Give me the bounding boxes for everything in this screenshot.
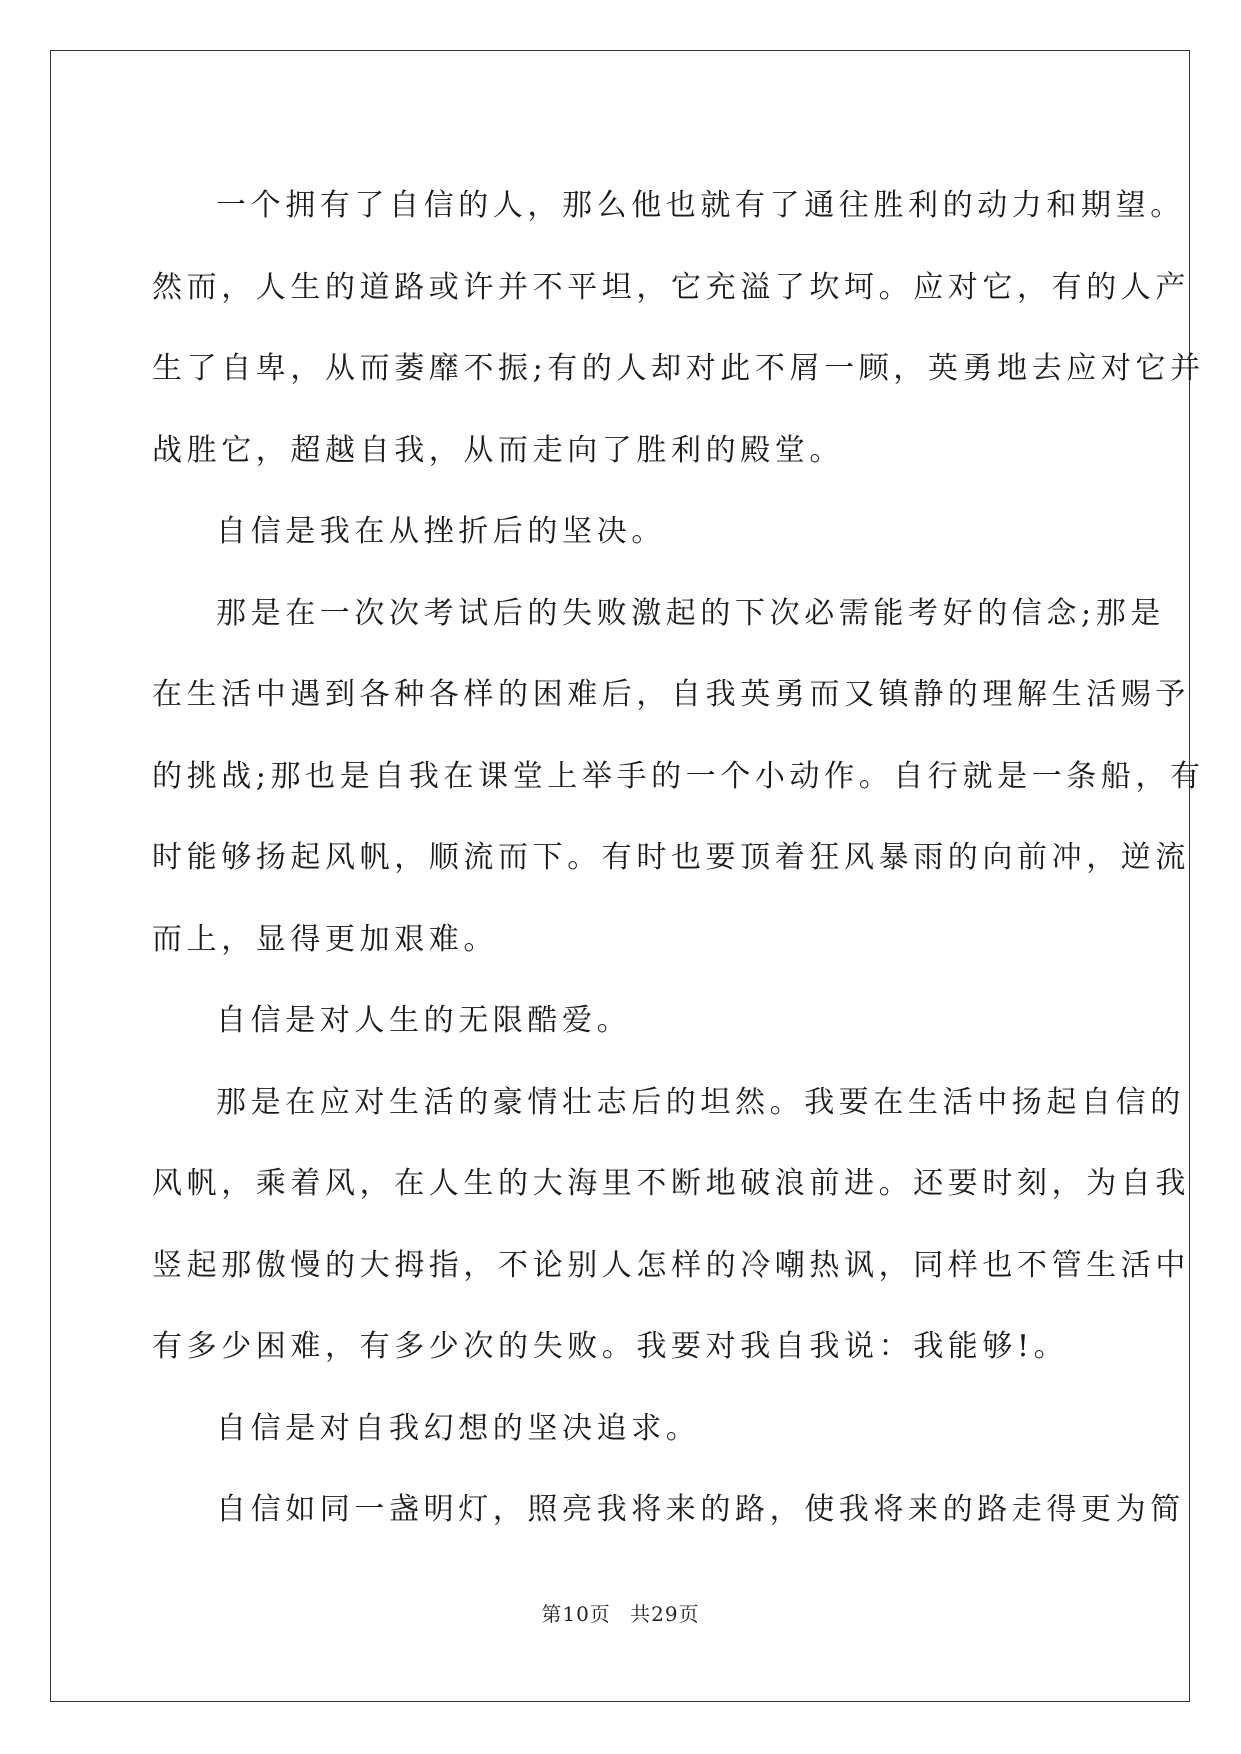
text-line: 然而，人生的道路或许并不平坦，它充溢了坎坷。应对它，有的人产 (152, 269, 1190, 305)
text-line: 的挑战;那也是自我在课堂上举手的一个小动作。自行就是一条船，有 (152, 758, 1205, 794)
text-line: 自信是我在从挫折后的坚决。 (216, 514, 666, 549)
text-line: 那是在一次次考试后的失败激起的下次必需能考好的信念;那是 (216, 595, 1165, 631)
paragraph (152, 573, 1205, 981)
text-line: 风帆，乘着风，在人生的大海里不断地破浪前进。还要时刻，为自我 (152, 1166, 1190, 1201)
text-line: 自信如同一盏明灯，照亮我将来的路，使我将来的路走得更为简 (216, 1492, 1185, 1527)
paragraph (152, 491, 1090, 573)
text-line: 在生活中遇到各种各样的困难后，自我英勇而又镇静的理解生活赐予 (152, 677, 1190, 712)
text-line: 生了自卑，从而萎靡不振;有的人却对此不屑一顾，英勇地去应对它并 (152, 351, 1205, 386)
text-line: 自信是对人生的无限酷爱。 (216, 1003, 632, 1038)
paragraph (152, 980, 1090, 1062)
text-line: 有多少困难，有多少次的失败。我要对我自我说：我能够!。 (152, 1329, 1069, 1364)
page-number: 第10页 (541, 1602, 611, 1626)
text-line: 一个拥有了自信的人，那么他也就有了通往胜利的动力和期望。 (216, 188, 1185, 223)
page-total: 共29页 (630, 1602, 700, 1626)
text-line: 战胜它，超越自我，从而走向了胜利的殿堂。 (152, 432, 844, 468)
text-line: 时能够扬起风帆，顺流而下。有时也要顶着狂风暴雨的向前冲，逆流 (152, 840, 1190, 875)
text-line: 而上，显得更加艰难。 (152, 921, 498, 957)
page-footer (0, 1598, 1241, 1627)
paragraph (152, 1388, 1090, 1470)
text-line: 竖起那傲慢的大拇指，不论别人怎样的冷嘲热讽，同样也不管生活中 (152, 1247, 1190, 1283)
paragraph (152, 1062, 1190, 1388)
paragraph (152, 165, 1205, 491)
text-line: 那是在应对生活的豪情壮志后的坦然。我要在生活中扬起自信的 (216, 1084, 1185, 1120)
text-line: 自信是对自我幻想的坚决追求。 (216, 1410, 701, 1446)
paragraph (152, 1469, 1185, 1551)
document-body (152, 165, 1205, 1551)
